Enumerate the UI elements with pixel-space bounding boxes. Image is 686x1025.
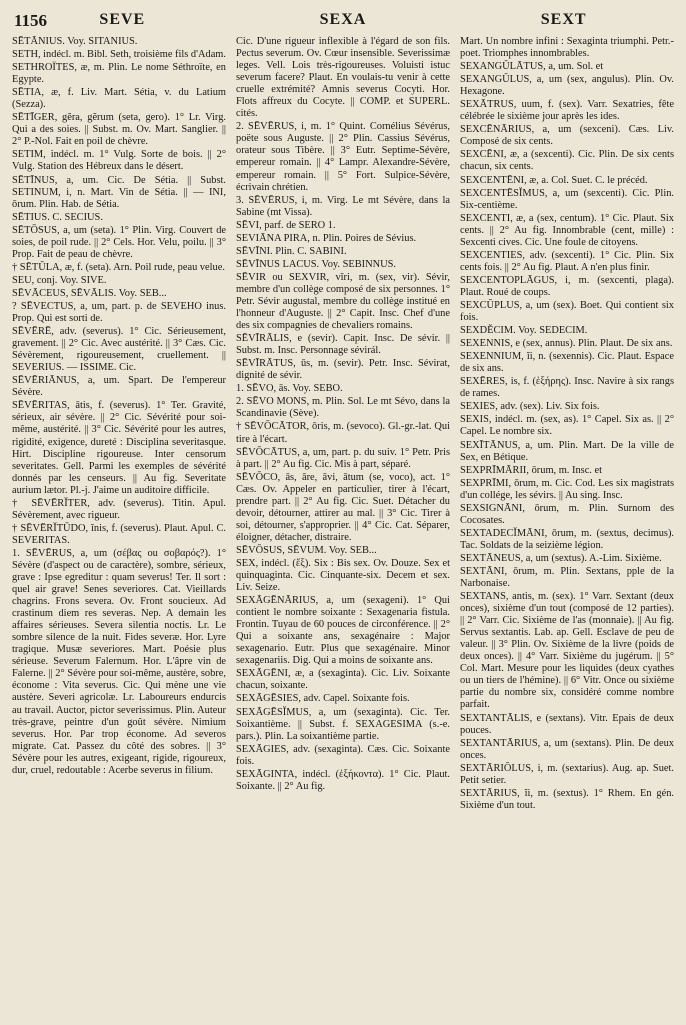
dictionary-entry: SĒTĪNUS, a, um. Cic. De Sétia. || Subst. SETINUM, i, n. Mart. Vin de Sétia. || — INI, ōrum. Plin. Hab. de Sétia.	[12, 174, 226, 210]
dictionary-entry: SEXPRĪMĀRII, ōrum, m. Insc. et	[460, 464, 602, 476]
dictionary-entry: SĒVĪNUS LACUS. Voy. SEBINNUS.	[236, 258, 397, 270]
text-columns	[12, 36, 674, 1021]
dictionary-entry: SEXĀTRUS, uum, f. (sex). Varr. Sexatries, fête célébrée le sixième jour après les ides.	[460, 99, 674, 123]
dictionary-entry: SĒVIR ou SEXVIR, vĭri, m. (sex, vir). Sévir, membre d'un collège composé de six personnes. 1° Petr. Sévir augustal, membre du collège institué en l'honneur d'Auguste. || 2° Capit. Insc. Chef d'une des six compagnies de chevaliers romains.	[236, 271, 450, 332]
dictionary-entry: SEXCENTĒNI, æ, a. Col. Suet. C. le précéd.	[460, 174, 648, 186]
right-running-headword: SEXT	[540, 11, 587, 28]
dictionary-entry: SEXTANTĀLIS, e (sextans). Vitr. Epais de deux pouces.	[460, 712, 674, 736]
dictionary-entry: SEXCENTOPLĀGUS, i, m. (sexcenti, plaga). Plaut. Roué de coups.	[460, 274, 674, 298]
dictionary-entry: † SĒVĒRĬTER, adv. (severus). Titin. Apul. Sévèrement, avec rigueur.	[12, 497, 226, 521]
dictionary-entry: 3. SĒVĒRUS, i, m. Virg. Le mt Sévère, dans la Sabine (mt Vissa).	[236, 194, 450, 218]
dictionary-entry: SEXDĔCIM. Voy. SEDECIM.	[460, 325, 588, 337]
page-header	[12, 8, 674, 32]
dictionary-entry: SEX, indécl. (ἕξ). Six : Bis sex. Ov. Douze. Sex et quinquaginta. Cic. Cinquante-six. Decem et sex. Liv. Seize.	[236, 557, 450, 594]
dictionary-entry: SEXTĀNEUS, a, um (sextus). A.-Lim. Sixième.	[460, 552, 662, 564]
dictionary-entry: SĒVĒRIĀNUS, a, um. Spart. De l'empereur Sévère.	[12, 375, 226, 399]
dictionary-entry: SETHROÏTES, æ, m. Plin. Le nome Séthroïte, en Egypte.	[12, 62, 226, 86]
dictionary-entry: SEXENNIUM, ĭi, n. (sexennis). Cic. Plaut. Espace de six ans.	[460, 351, 674, 375]
dictionary-entry: SEXĀGĒNĀRIUS, a, um (sexageni). 1° Qui contient le nombre soixante : Sexagenaria fistula. Frontin. Tuyau de 60 pouces de circonférence. || 2° Qui a soixante ans, sexagénaire : Major sexagenario. Eutr. Plus que sexagénaire. Minor sexagenariis. Dig. Qui a moins de soixante ans.	[236, 595, 450, 667]
dictionary-entry: SĒTĀNIUS. Voy. SITANIUS.	[12, 36, 138, 47]
dictionary-entry: 2. SĒVĒRUS, i, m. 1° Quint. Cornélius Sévérus, poëte sous Auguste. || 2° Plin. Cassius Sévérus, orateur sous Tibère. || 3° Eutr. Septime-Sévère, empereur romain. || 4° Lampr. Alexandre-Sévère, empereur romain. || 5° Fort. Sulpice-Sévère, écrivain chrétien.	[236, 121, 450, 193]
dictionary-entry: SEXANGŬLUS, a, um (sex, angulus). Plin. Ov. Hexagone.	[460, 74, 674, 98]
dictionary-entry: SEXĀGINTA, indécl. (ἑξήκοντα). 1° Cic. Plaut. Soixante. || 2° Au fig.	[236, 768, 450, 792]
dictionary-entry: SĒVĀCEUS, SĒVĀLIS. Voy. SEB...	[12, 287, 167, 299]
dictionary-entry: SEXTĀRIUS, ĭi, m. (sextus). 1° Rhem. En gén. Sixième d'un tout.	[460, 787, 674, 811]
dictionary-entry: SEXĀGĒSIES, adv. Capel. Soixante fois.	[236, 693, 410, 705]
dictionary-entry: SEXĀGĒSĬMUS, a, um (sexaginta). Cic. Ter. Soixantième. || Subst. f. SEXAGESIMA (s.-e. pars.). Plin. La soixantième partie.	[236, 706, 450, 742]
dictionary-entry: SETH, indécl. m. Bibl. Seth, troisième fils d'Adam.	[12, 49, 226, 61]
dictionary-entry: SEXANGŬLĀTUS, a, um. Sol. et	[460, 61, 604, 73]
left-running-headword: SEVE	[99, 11, 146, 28]
dictionary-entry: SEXTĀRIŎLUS, i, m. (sextarius). Aug. ap. Suet. Petit setier.	[460, 762, 674, 786]
dictionary-entry: SĒVŌCO, ās, āre, āvi, ātum (se, voco), act. 1° Cæs. Ov. Appeler en particulier, tirer à l'écart, prendre part. || 2° Au fig. Cic. Suet. Détacher du devoir, détourner, attirer au mal. || 3° Cic. Tirer à soi, détourner, s'approprier. || 4° Cic. Cat. Séparer, éloigner, détacher, distraire.	[236, 471, 450, 543]
middle-running-headword: SEXA	[319, 11, 367, 28]
dictionary-entry: SĒVI, parf. de SERO 1.	[236, 219, 336, 231]
dictionary-entry: SEXIES, adv. (sex). Liv. Six fois.	[460, 401, 600, 413]
dictionary-entry: SĒVĪRĀLIS, e (sevir). Capit. Insc. De sévir. || Subst. m. Insc. Personnage sévirál.	[236, 333, 450, 357]
dictionary-entry: 1. SĒVĒRUS, a, um (σέβας ou σοβαρός?). 1° Sévère (d'aspect ou de caractère), sombre, sérieux, grave : Ipse egreditur : quam severus! Ter. Il sort : quel air grave! Senes severiores. Cat. Vieillards chagrins. Frons severa. Ov. Front soucieux. Ad crastinum diem res severas. Nep. A demain les affaires sérieuses. Severa silentia noctis. Lr. Le sombre silence de la nuit. Fides severæ. Hor. Lyre tragique. Musæ severiores. Mart. Poésie plus sérieuse. Severum Falernum. Hor. L'âpre vin de Falerne. || 2° Sévère pour soi-même, austère, sobre, économe : Vita severus. Cic. Qui mène une vie austère. Severi agricolæ. Lr. Laboureurs endurcis au travail. Auctor, pictor severissimus. Plin. Auteur très-grave, peintre d'un goût sévère. Nimium severus. Hor. Par trop économe. Ad severos migrate. Cat. Passez du côté des sobres. || 3° Sévère pour les autres, exigeant, rigide, rigoureux, dur, cruel, redoutable : Acerbe severus in filium.	[12, 547, 226, 776]
dictionary-entry: Mart. Un nombre infini : Sexaginta triumphi. Petr.-poet. Triomphes innombrables.	[460, 36, 674, 60]
dictionary-entry: SEXCENTIES, adv. (sexcenti). 1° Cic. Plin. Six cents fois. || 2° Au fig. Plaut. A n'en plus finir.	[460, 249, 674, 273]
dictionary-entry: † SĒVŌCĀTOR, ōris, m. (sevoco). Gl.-gr.-lat. Qui tire à l'écart.	[236, 421, 450, 445]
dictionary-entry: † SĒTŬLA, æ, f. (seta). Arn. Poil rude, peau velue.	[12, 261, 225, 273]
column-middle	[236, 36, 450, 1021]
dictionary-entry: SEXĪTĀNUS, a, um. Plin. Mart. De la ville de Sex, en Bétique.	[460, 439, 674, 463]
dictionary-entry: 2. SĒVO MONS, m. Plin. Sol. Le mt Sévo, dans la Scandinavie (Sève).	[236, 396, 450, 420]
dictionary-entry: SEXENNIS, e (sex, annus). Plin. Plaut. De six ans.	[460, 338, 673, 350]
dictionary-entry: SEXSIGNĀNI, ōrum, m. Plin. Surnom des Cocosates.	[460, 502, 674, 526]
dictionary-entry: SEXTĀNI, ōrum, m. Plin. Sextans, pple de la Narbonaise.	[460, 565, 674, 590]
dictionary-entry: SĒVĪRĀTUS, ūs, m. (sevir). Petr. Insc. Sévirat, dignité de sévir.	[236, 358, 450, 382]
dictionary-entry: SĒVŌCĀTUS, a, um, part. p. du suiv. 1° Petr. Pris à part. || 2° Au fig. Cic. Mis à part, séparé.	[236, 446, 450, 470]
dictionary-entry: Cic. D'une rigueur inflexible à l'égard de son fils. Pectus severum. Ov. Cœur insensible. Severissimæ leges. Vell. Lois très-rigoureuses. Voluisti istuc severum facere? Plaut. En voulais-tu venir à cette cruelle extrémité? Amnis severus Cocyti. Hor. Flots affreux du Cocyte. || COMP. et SUPERL. cités.	[236, 36, 450, 120]
dictionary-entry: SĒVŌSUS, SĒVUM. Voy. SEB...	[236, 544, 377, 556]
dictionary-entry: SEU, conj. Voy. SIVE.	[12, 274, 107, 286]
column-left	[12, 36, 226, 1021]
dictionary-entry: SEXĀGĒNI, æ, a (sexaginta). Cic. Liv. Soixante chacun, soixante.	[236, 668, 450, 692]
dictionary-entry: SĒVĒRITAS, ātis, f. (severus). 1° Ter. Gravité, sérieux, air sévère. || 2° Cic. Sévérité pour soi-même, austérité. || 3° Cic. Sévérité pour les autres, rigidité, exigence, dureté : Disciplina severitasque. Hirt. Discipline rigoureuse. Inter censorum severitates. Gell. Parmi les exemples de sévérité donnés par les censeurs. || Au fig. Severitate aurium lætor. Pl.-j. J'aime un auditoire difficile.	[12, 400, 226, 496]
dictionary-entry: SEXTANS, antis, m. (sex). 1° Varr. Sextant (deux onces), sixième d'un tout (composé de 12 parties). || 2° Varr. Cic. Sixième de l'as (monnaie). || Au fig. Servus sextantis. Lab. ap. Gell. Esclave de peu de valeur. || 3° Plin. Ov. Sixième de la livre (poids de deux onces). || 4° Varr. Sixième du jugérum. || 5° Col. Mart. Mesure pour les liquides (deux cyathes ou un tiers de l'hémine). || 6° Vitr. Once ou sixième partie du nombre six, considéré comme nombre parfait.	[460, 591, 674, 711]
dictionary-entry: SĒVĒRĒ, adv. (severus). 1° Cic. Sérieusement, gravement. || 2° Cic. Avec austérité. || 3° Cæs. Cic. Sévèrement, rigoureusement, cruellement. || SEVERIUS. — ISSIME. Cic.	[12, 326, 226, 374]
dictionary-entry: SEXIS, indécl. m. (sex, as). 1° Capel. Six as. || 2° Capel. Le nombre six.	[460, 414, 674, 438]
dictionary-entry: SĒTIA, æ, f. Liv. Mart. Sétia, v. du Latium (Sezza).	[12, 87, 226, 111]
dictionary-entry: SEXCENTĒSĬMUS, a, um (sexcenti). Cic. Plin. Six-centième.	[460, 187, 674, 211]
dictionary-entry: SEXTADECĬMĀNI, ōrum, m. (sextus, decimus). Tac. Soldats de la seizième légion.	[460, 527, 674, 551]
dictionary-entry: SEXĀGIES, adv. (sexaginta). Cæs. Cic. Soixante fois.	[236, 743, 450, 767]
dictionary-entry: SEXCĒNĀRIUS, a, um (sexceni). Cæs. Liv. Composé de six cents.	[460, 124, 674, 148]
dictionary-entry: SEXCŬPLUS, a, um (sex). Boet. Qui contient six fois.	[460, 299, 674, 324]
dictionary-entry: SĒTŌSUS, a, um (seta). 1° Plin. Virg. Couvert de soies, de poil rude. || 2° Cels. Hor. Velu, poilu. || 3° Prop. Fait de peau de chèvre.	[12, 224, 226, 260]
dictionary-entry: SEXCENTI, æ, a (sex, centum). 1° Cic. Plaut. Six cents. || 2° Au fig. Innombrable (cent, mille) : Sexcenti cives. Cic. Une foule de citoyens.	[460, 212, 674, 248]
dictionary-entry: SEXTANTĀRIUS, a, um (sextans). Plin. De deux onces.	[460, 737, 674, 761]
dictionary-entry: SĒTIUS. C. SECIUS.	[12, 211, 103, 223]
dictionary-entry: SĒTĪGER, gĕra, gĕrum (seta, gero). 1° Lr. Virg. Qui a des soies. || Subst. m. Ov. Mart. Sanglier. || 2° P.-Nol. Fait en poil de chèvre.	[12, 112, 226, 148]
page-number: 1156	[14, 11, 48, 30]
dictionary-entry: SEXPRĪMI, ōrum, m. Cic. Cod. Les six magistrats d'un collége, les sévirs. || Au sing. Insc.	[460, 477, 674, 501]
dictionary-entry: † SĒVĒRĬTŪDO, ĭnis, f. (severus). Plaut. Apul. C. SEVERITAS.	[12, 522, 226, 546]
dictionary-entry: SĒVĪNI. Plin. C. SABINI.	[236, 245, 347, 257]
column-right	[460, 36, 674, 1021]
dictionary-entry: SETIM, indécl. m. 1° Vulg. Sorte de bois. || 2° Vulg. Station des Hébreux dans le désert.	[12, 149, 226, 173]
dictionary-entry: SEXĒRES, is, f. (ἑξήρης). Insc. Navire à six rangs de rames.	[460, 376, 674, 400]
dictionary-entry: SEVIĀNA PIRA, n. Plin. Poires de Sévius.	[236, 232, 417, 244]
dictionary-entry: 1. SĒVO, ās. Voy. SEBO.	[236, 383, 343, 395]
dictionary-entry: SEXCĒNI, æ, a (sexcenti). Cic. Plin. De six cents chacun, six cents.	[460, 149, 674, 173]
dictionary-entry: ? SĒVECTUS, a, um, part. p. de SEVEHO inus. Prop. Qui est sorti de.	[12, 300, 226, 325]
